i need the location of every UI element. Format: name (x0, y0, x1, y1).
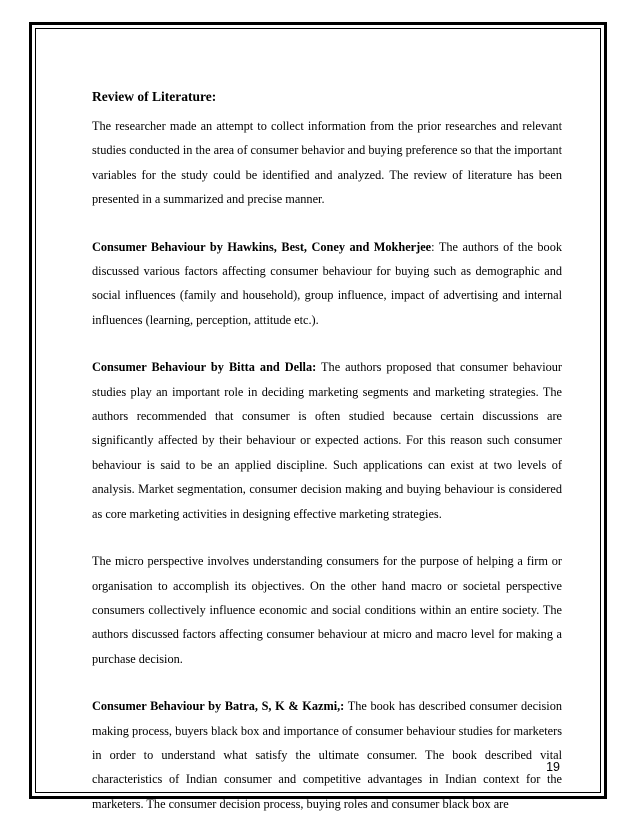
section-heading: Review of Literature: (92, 89, 217, 104)
intro-paragraph: The researcher made an attempt to collect information from the prior researches and relevant studies conducted in the area of consumer behavior and buying preference so that the important variables for the study could be identified and analyzed. The review of literature has been presented in a summarized and precise manner. (92, 119, 562, 207)
batra-paragraph (92, 694, 562, 816)
hawkins-paragraph (92, 235, 562, 333)
batra-title: Consumer Behaviour by Batra, S, K & Kazmi,: (92, 699, 345, 714)
document-body (92, 86, 562, 839)
hawkins-separator: : (431, 239, 435, 254)
hawkins-title: Consumer Behaviour by Hawkins, Best, Coney and Mokherjee (92, 239, 432, 254)
page-number: 19 (546, 760, 560, 774)
bitta-body: The authors proposed that consumer behaviour studies play an important role in deciding marketing segments and marketing strategies. The authors recommended that consumer is often studied because certain discussions are significantly affected by their behaviour or expected actions. For this reason such consumer behaviour is said to be an applied discipline. Such applications can exist at two levels of analysis. Market segmentation, consumer decision making and buying behaviour is considered as core marketing activities in designing effective marketing strategies. (92, 360, 563, 521)
micro-perspective-paragraph: The micro perspective involves understanding consumers for the purpose of helping a firm or organisation to accomplish its objectives. On the other hand macro or societal perspective consumers collectively influence economic and social conditions within an entire society. The authors discussed factors affecting consumer behaviour at micro and macro level for making a purchase decision. (92, 554, 562, 666)
bitta-title: Consumer Behaviour by Bitta and Della: (92, 360, 317, 375)
hawkins-body: The authors of the book discussed various factors affecting consumer behaviour for buying such as demographic and social influences (family and household), group influence, impact of advertising and internal influences (learning, perception, attitude etc.). (92, 239, 562, 327)
bitta-paragraph (92, 355, 562, 526)
batra-body: The book has described consumer decision making process, buyers black box and importance of consumer behaviour studies for marketers in order to understand what satisfy the ultimate consumer. The book described vital characteristics of Indian consumer and competitive advantages in Indian context for the marketers. The consumer decision process, buying roles and consumer black box are (92, 699, 562, 811)
